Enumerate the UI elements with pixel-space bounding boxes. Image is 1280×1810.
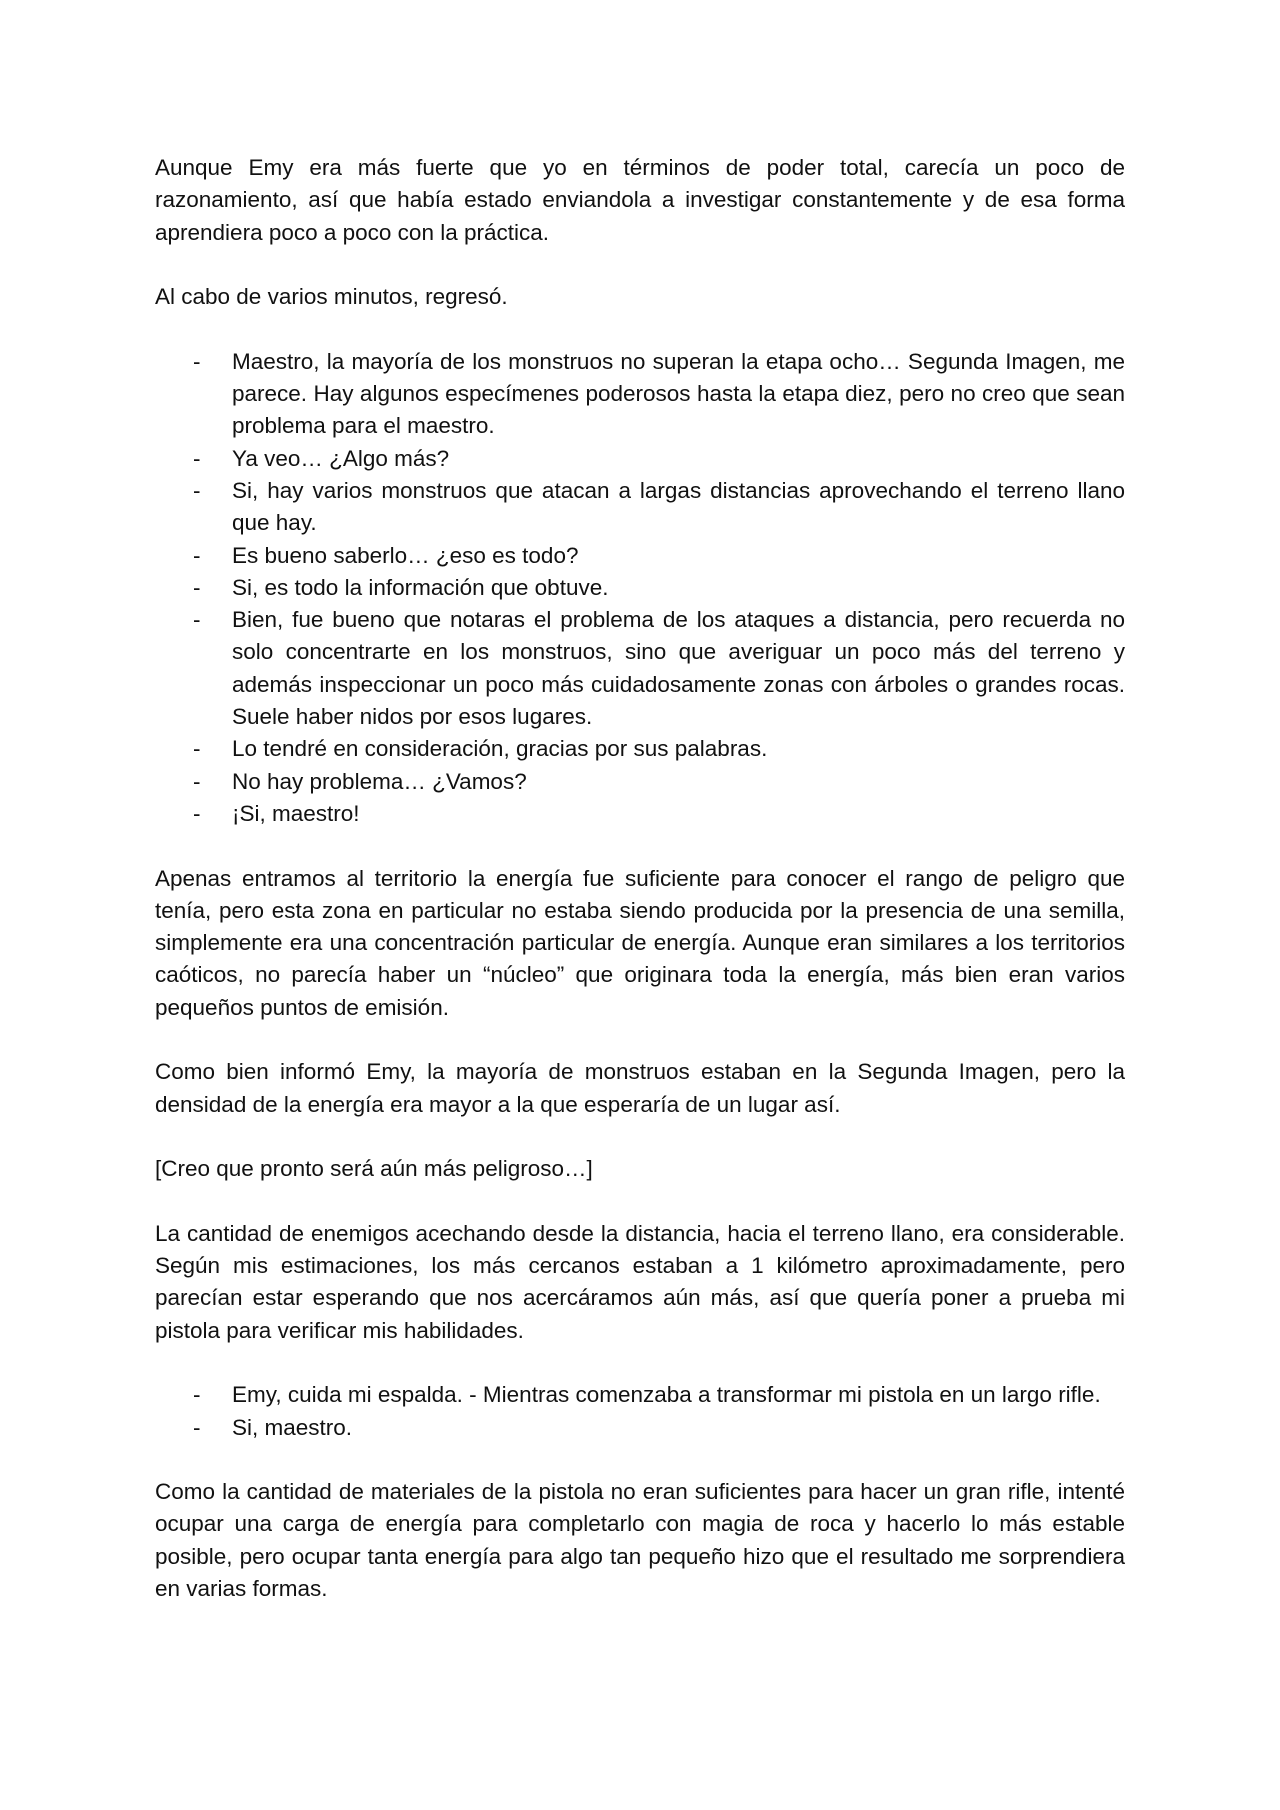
dash-marker: - xyxy=(193,1382,201,1408)
dash-marker: - xyxy=(193,445,201,471)
paragraph: Al cabo de varios minutos, regresó. xyxy=(155,284,508,310)
dialogue-line xyxy=(155,733,1125,765)
dash-marker: - xyxy=(193,800,201,826)
dialogue-line xyxy=(155,475,1125,540)
dialogue-text: No hay problema… ¿Vamos? xyxy=(232,768,527,794)
dash-marker: - xyxy=(193,542,201,568)
dash-marker: - xyxy=(193,574,201,600)
dialogue-line xyxy=(155,766,1125,798)
dialogue-text: Es bueno saberlo… ¿eso es todo? xyxy=(232,542,579,568)
dialogue-text: Emy, cuida mi espalda. - Mientras comenzaba a transformar mi pistola en un largo rifle. xyxy=(232,1382,1101,1408)
dialogue-line xyxy=(155,604,1125,733)
dialogue-text: Lo tendré en consideración, gracias por sus palabras. xyxy=(232,736,768,762)
dialogue-text: Si, es todo la información que obtuve. xyxy=(232,574,609,600)
dash-marker: - xyxy=(193,348,201,374)
dialogue-line xyxy=(155,443,1125,475)
dialogue-list xyxy=(155,1379,1125,1444)
dialogue-line xyxy=(155,1379,1125,1411)
dialogue-line xyxy=(155,540,1125,572)
dialogue-line xyxy=(155,1412,1125,1444)
dash-marker: - xyxy=(193,768,201,794)
dialogue-line xyxy=(155,346,1125,443)
dialogue-line xyxy=(155,798,1125,830)
dialogue-text: Maestro, la mayoría de los monstruos no superan la etapa ocho… Segunda Imagen, me parece. Hay algunos especímenes poderosos hasta la etapa diez, pero no creo que sean problema para el maestro. xyxy=(232,348,1125,439)
dialogue-text: Si, hay varios monstruos que atacan a largas distancias aprovechando el terreno llano que hay. xyxy=(232,477,1125,536)
document-page xyxy=(155,152,1125,1605)
paragraph: Apenas entramos al territorio la energía fue suficiente para conocer el rango de peligro que tenía, pero esta zona en particular no estaba siendo producida por la presencia de una semilla, simplemente era una concentración particular de energía. Aunque eran similares a los territorios caóticos, no parecía haber un “núcleo” que originara toda la energía, más bien eran varios pequeños puntos de emisión. xyxy=(155,865,1125,1020)
paragraph: [Creo que pronto será aún más peligroso…] xyxy=(155,1156,593,1182)
dialogue-text: Si, maestro. xyxy=(232,1414,353,1440)
dialogue-text: Ya veo… ¿Algo más? xyxy=(232,445,450,471)
dialogue-list xyxy=(155,346,1125,830)
paragraph: Como la cantidad de materiales de la pistola no eran suficientes para hacer un gran rifle, intenté ocupar una carga de energía para completarlo con magia de roca y hacerlo lo más estable posible, pero ocupar tanta energía para algo tan pequeño hizo que el resultado me sorprendiera en varias formas. xyxy=(155,1479,1125,1602)
dash-marker: - xyxy=(193,477,201,503)
dash-marker: - xyxy=(193,607,201,633)
dialogue-line xyxy=(155,572,1125,604)
dash-marker: - xyxy=(193,1414,201,1440)
paragraph: La cantidad de enemigos acechando desde la distancia, hacia el terreno llano, era considerable. Según mis estimaciones, los más cercanos estaban a 1 kilómetro aproximadamente, pero parecían estar esperando que nos acercáramos aún más, así que quería poner a prueba mi pistola para verificar mis habilidades. xyxy=(155,1220,1125,1343)
dialogue-text: ¡Si, maestro! xyxy=(232,800,360,826)
dash-marker: - xyxy=(193,736,201,762)
paragraph: Aunque Emy era más fuerte que yo en términos de poder total, carecía un poco de razonamiento, así que había estado enviandola a investigar constantemente y de esa forma aprendiera poco a poco con la práctica. xyxy=(155,155,1125,245)
dialogue-text: Bien, fue bueno que notaras el problema de los ataques a distancia, pero recuerda no solo concentrarte en los monstruos, sino que averiguar un poco más del terreno y además inspeccionar un poco más cuidadosamente zonas con árboles o grandes rocas. Suele haber nidos por esos lugares. xyxy=(232,607,1125,730)
paragraph: Como bien informó Emy, la mayoría de monstruos estaban en la Segunda Imagen, pero la densidad de la energía era mayor a la que esperaría de un lugar así. xyxy=(155,1059,1125,1117)
